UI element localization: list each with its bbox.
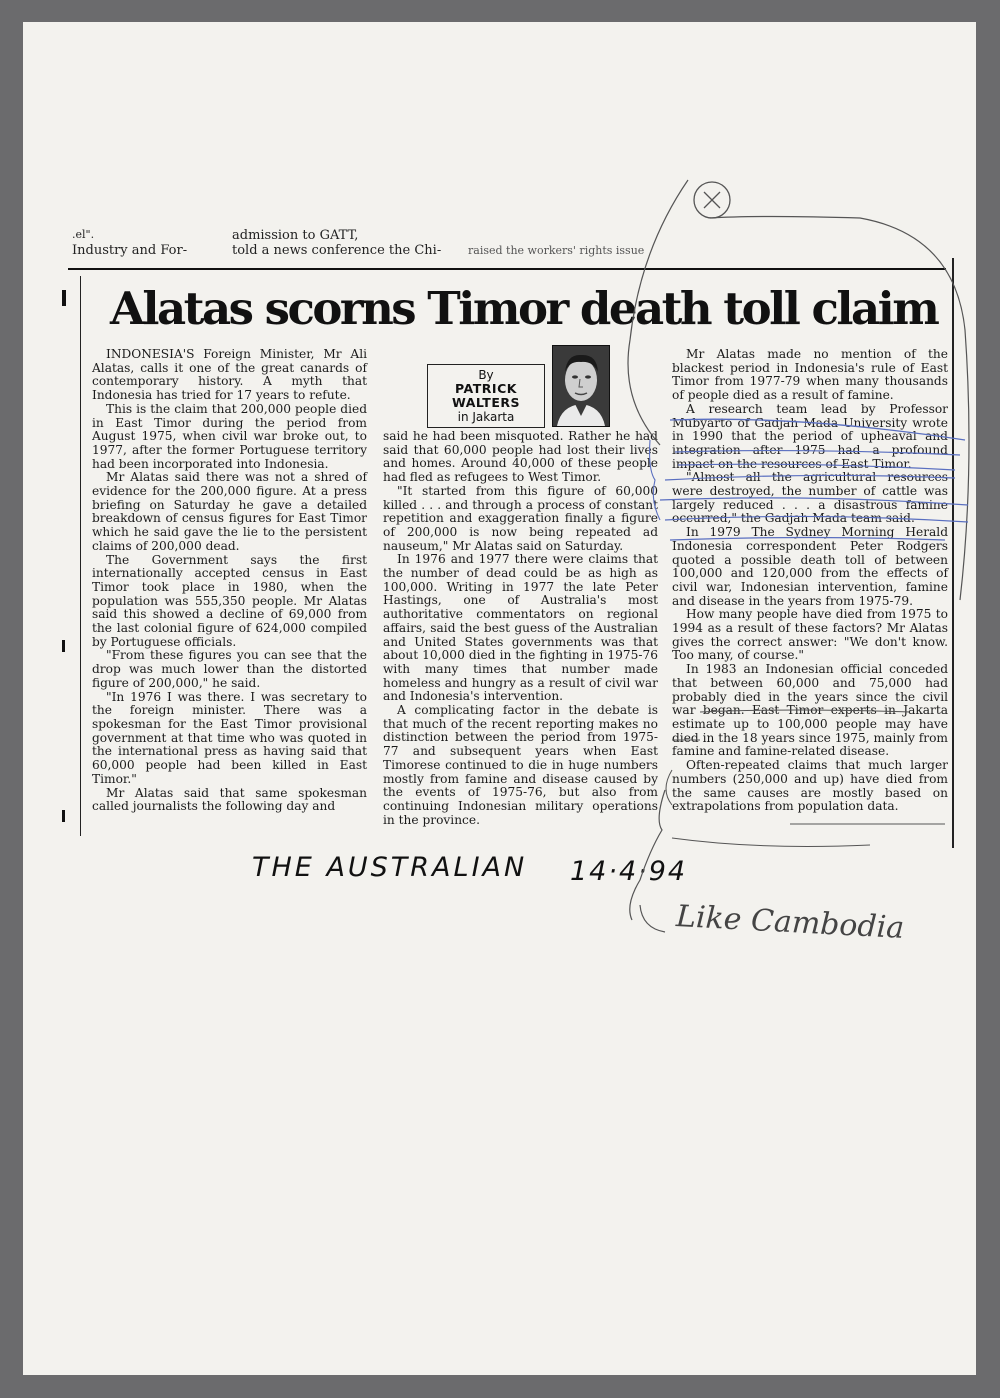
handwritten-date: 14·4·94 [570,856,688,887]
paragraph: said he had been misquoted. Rather he had said that 60,000 people had lost their lives and homes. Around 40,000 of these people had fled as refugees to West Timor. [383,429,658,485]
pencil-bracket [666,770,672,805]
pencil-arrow [640,905,665,932]
fragment-c1: raised the workers' rights issue [468,244,645,257]
blue-ink-line [670,538,945,541]
paragraph: "In 1976 I was there. I was secretary to the foreign minister. There was a spokesman for the East Timor provisional government at that time who was quoted in the international press as having said that 60,000 people had been killed in East Timor." [92,689,367,786]
byline-by: By [478,368,494,382]
paragraph: Often-repeated claims that much larger numbers (250,000 and up) have died from the same causes are mostly based on extrapolations from population data. [672,758,948,814]
paragraph: In 1979 The Sydney Morning Herald Indonesia correspondent Peter Rodgers quoted a possible death toll of between 100,000 and 120,000 from the effects of civil war, Indonesian intervention, famine and disease in the years from 1975-79. [672,525,948,608]
paragraph: A complicating factor in the debate is that much of the recent reporting makes no distinction between the period from 1975-77 and subsequent years when East Timorese continued to die in huge numbers mostly from famine and disease caused by the events of 1975-76, but also from continuing Indonesian military operations in the province. [383,703,658,827]
paragraph: "Almost all the agricultural resources were destroyed, the number of cattle was largely reduced . . . a disastrous famine occurred," the Gadjah Mada team said. [672,470,948,526]
paragraph: In 1976 and 1977 there were claims that the number of dead could be as high as 100,000. Writing in 1977 the late Peter Hastings, one of Australia's most authoritative commentators on regional affairs, said the best guess of the Australian and United States governments was that about 10,000 died in the fighting in 1975-76 with many times that number made homeless and hungry as a result of civil war and Indonesia's intervention. [383,552,658,704]
paragraph: Mr Alatas made no mention of the blackest period in Indonesia's rule of East Timor from 1977-79 when many thousands of people died as a result of famine. [672,347,948,403]
paragraph: "It started from this figure of 60,000 killed . . . and through a process of constant repetition and exaggeration finally a figure of 200,000 is now being repeated ad nauseum," Mr Alatas said on Saturday. [383,483,658,553]
paragraph: How many people have died from 1975 to 1994 as a result of these factors? Mr Alatas gives the correct answer: "We don't know. Too many, of course." [672,607,948,663]
headline: Alatas scorns Timor death toll claim [110,282,938,335]
blue-ink-bracket [650,440,660,520]
byline-location: in Jakarta [457,410,515,424]
paragraph: The Government says the first internationally accepted census in East Timor took place in 1980, when the population was 555,350 people. Mr Alatas said this showed a decline of 69,000 from the last colonial figure of 624,000 compiled by Portuguese officials. [92,552,367,649]
blue-ink-line [675,451,960,455]
fragment-b2: told a news conference the Chi- [232,243,442,258]
paragraph: In 1983 an Indonesian official conceded that between 60,000 and 75,000 had probably died in the years since the civil war began. East Timor experts in Jakarta estimate up to 100,000 people may have died in the 18 years since 1975, mainly from famine and famine-related disease. [672,662,948,759]
blue-ink-line [670,419,965,440]
paragraph: This is the claim that 200,000 people died in East Timor during the period from August 1975, when civil war broke out, to 1977, after the former Portuguese territory had been incorporated into Indonesia. [92,401,367,471]
paragraph: A research team lead by Professor Mubyarto of Gadjah Mada University wrote in 1990 that the period of upheaval and integration after 1975 had a profound impact on the resources of East Timor. [672,401,948,471]
fragment-a1: .el". [72,228,95,241]
paragraph: "From these figures you can see that the drop was much lower than the distorted figure of 200,000," he said. [92,648,367,690]
paragraph: INDONESIA'S Foreign Minister, Mr Ali Alatas, calls it one of the great canards of contemporary history. A myth that Indonesia has tried for 17 years to refute. [92,347,367,403]
handwritten-source: THE AUSTRALIAN [252,852,528,883]
pencil-bracket [630,790,665,920]
handwritten-note: Like Cambodia [675,899,905,946]
byline-name-last: WALTERS [452,395,520,410]
byline-name-first: PATRICK [455,381,517,396]
blue-ink-line [660,498,968,505]
fragment-b1: admission to GATT, [232,228,359,243]
pencil-underline [672,838,870,846]
blue-ink-line [665,516,968,522]
paragraph: Mr Alatas said there was not a shred of evidence for the 200,000 figure. At a press briefing on Saturday he gave a detailed breakdown of census figures for East Timor which he said gave the lie to the persistent claims of 200,000 dead. [92,470,367,553]
x-mark [704,192,720,208]
pencil-loop [710,217,969,601]
paragraph: Mr Alatas said that same spokesman called journalists the following day and [92,785,367,814]
blue-ink-line [678,464,955,470]
pencil-underline [700,710,910,712]
fragment-a2: Industry and For- [72,243,188,258]
blue-ink-line [665,475,955,480]
pencil-loop [628,180,688,445]
